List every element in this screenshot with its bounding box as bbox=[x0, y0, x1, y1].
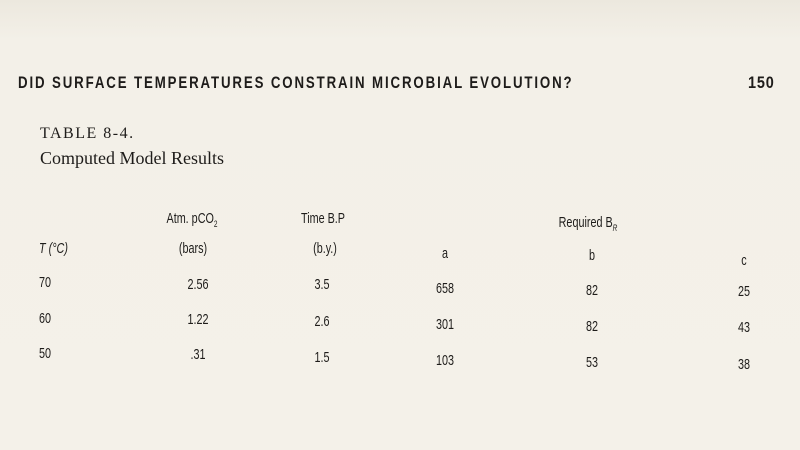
running-head-title: DID SURFACE TEMPERATURES CONSTRAIN MICROBIAL EVOLUTION? bbox=[18, 73, 574, 92]
header-pco2: Atm. pCO$_2$ bbox=[166, 210, 218, 229]
header-a: a bbox=[441, 245, 449, 262]
page-number: 150 bbox=[748, 73, 775, 92]
row-t: 50 bbox=[39, 345, 52, 362]
row-time: 2.6 bbox=[314, 313, 330, 330]
row-pco2: 1.22 bbox=[187, 311, 209, 328]
table-caption: Computed Model Results bbox=[40, 148, 224, 168]
row-a: 658 bbox=[435, 280, 455, 297]
row-a: 103 bbox=[435, 352, 455, 369]
header-pco2-unit: (bars) bbox=[178, 240, 208, 257]
header-required: Required $B_R$ bbox=[558, 214, 618, 233]
header-time: Time B.P bbox=[300, 210, 346, 227]
header-b: b bbox=[588, 247, 596, 264]
header-c: c bbox=[741, 252, 747, 269]
header-t: T (°C) bbox=[39, 240, 68, 257]
row-time: 1.5 bbox=[314, 349, 330, 366]
row-t: 60 bbox=[39, 310, 52, 327]
row-b: 82 bbox=[585, 282, 599, 299]
header-time-unit: (b.y.) bbox=[313, 240, 337, 257]
row-a: 301 bbox=[435, 316, 455, 333]
row-b: 53 bbox=[585, 354, 599, 371]
row-c: 25 bbox=[737, 283, 751, 300]
table-label: TABLE 8-4. bbox=[40, 125, 135, 142]
row-c: 43 bbox=[737, 319, 751, 336]
row-c: 38 bbox=[737, 356, 751, 373]
row-t: 70 bbox=[39, 274, 52, 291]
row-time: 3.5 bbox=[314, 276, 330, 293]
row-pco2: 2.56 bbox=[187, 276, 209, 293]
row-b: 82 bbox=[585, 318, 599, 335]
row-pco2: .31 bbox=[190, 346, 206, 363]
